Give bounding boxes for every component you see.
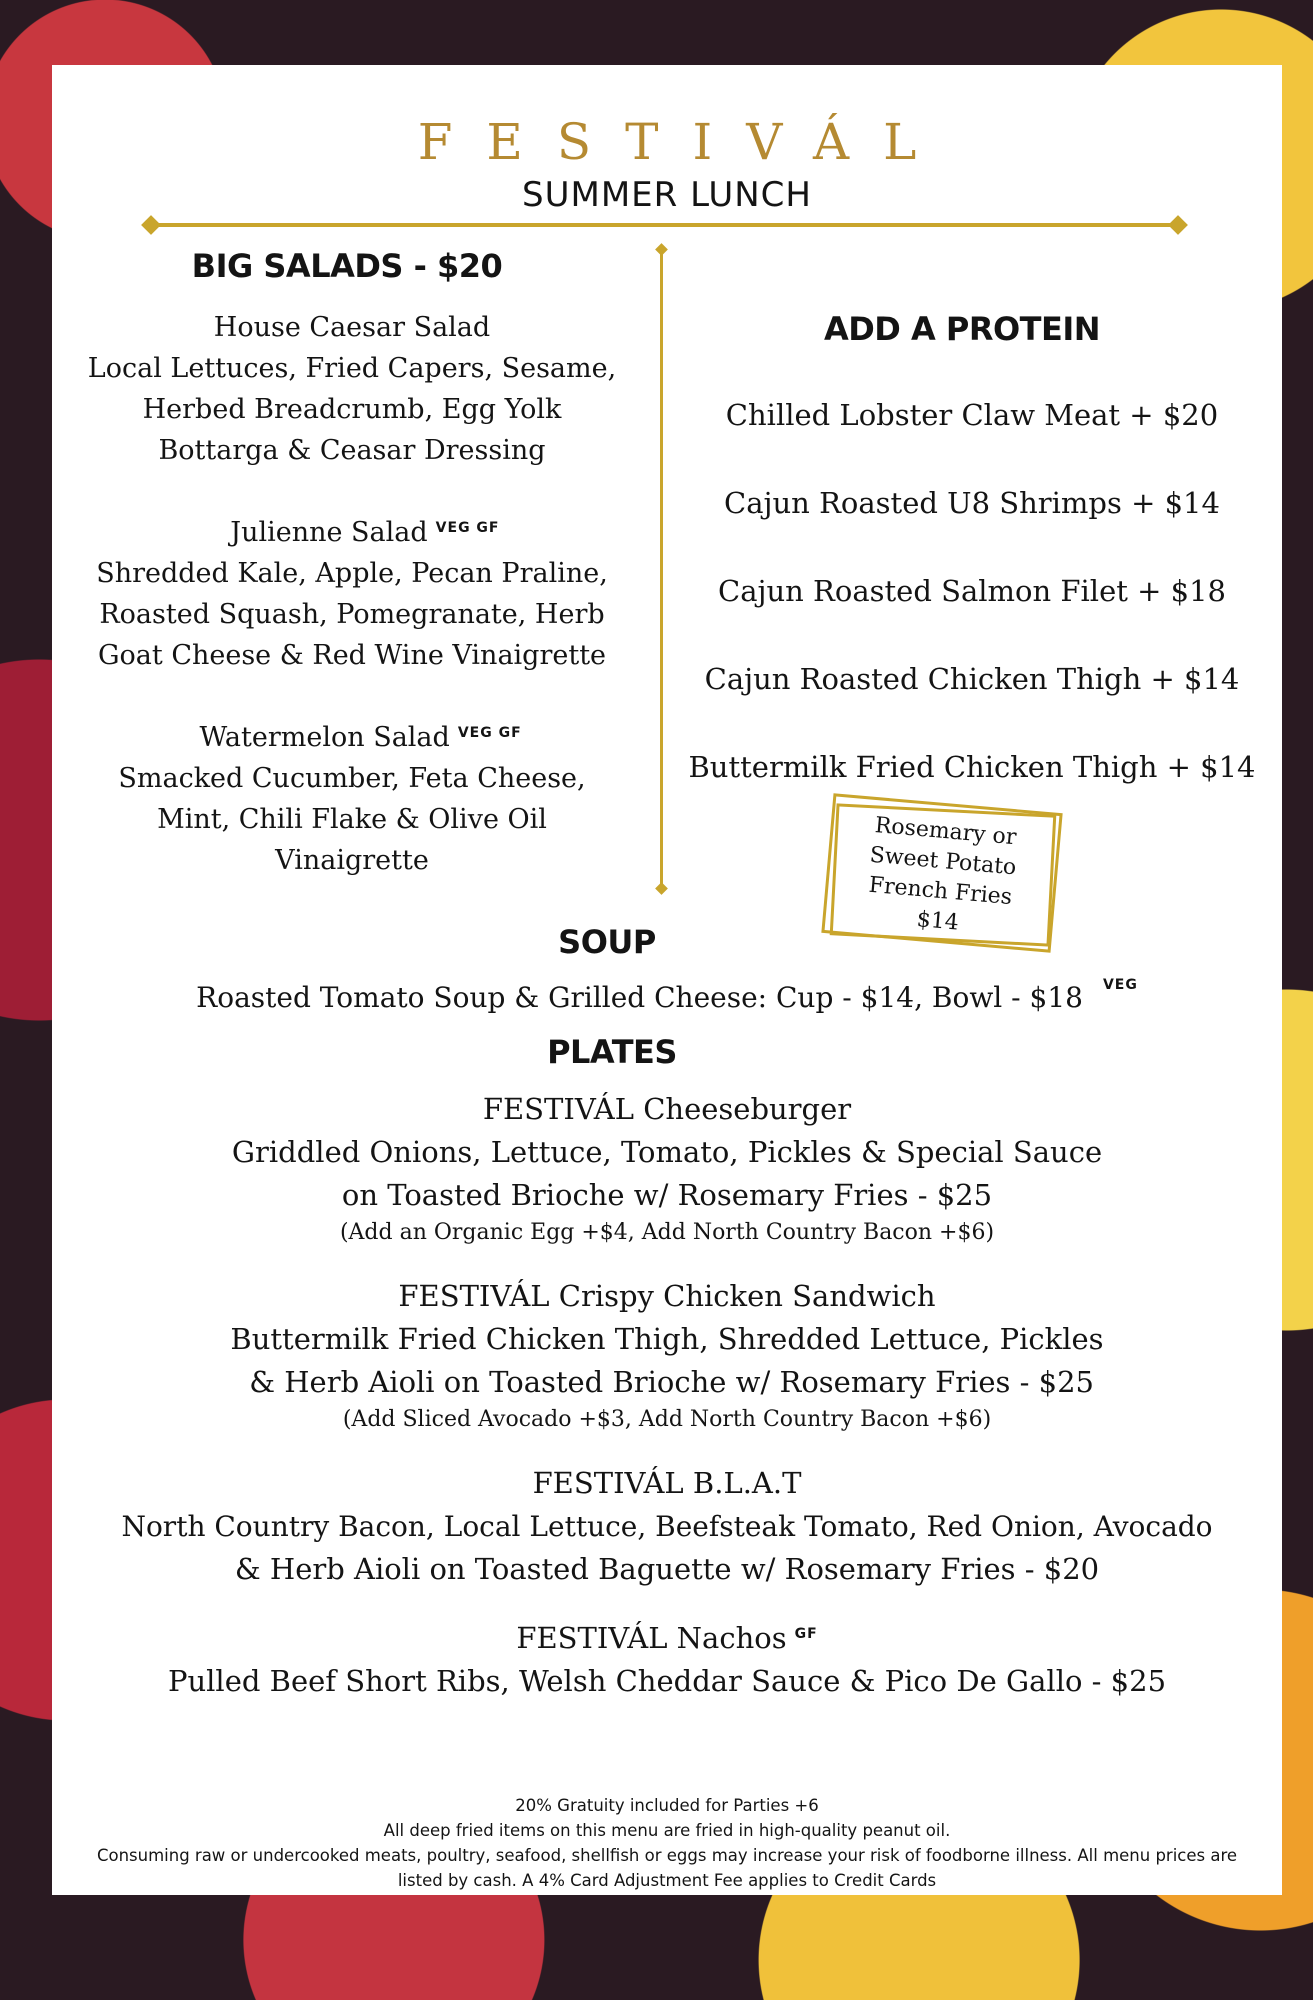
salad-watermelon: [72, 717, 632, 881]
menu-subtitle: SUMMER LUNCH: [522, 175, 812, 215]
salad-julienne: [72, 512, 632, 676]
salad-desc-line: Vinaigrette: [275, 845, 429, 876]
salad-desc-line: Mint, Chili Flake & Olive Oil: [157, 804, 547, 835]
plate-title: FESTIVÁL Crispy Chicken Sandwich: [398, 1279, 936, 1313]
protein-item: Cajun Roasted U8 Shrimps + $14: [724, 486, 1220, 520]
diet-tags: VEG GF: [457, 725, 522, 741]
fries-callout: [827, 803, 1057, 943]
salads-heading: BIG SALADS - $20: [191, 247, 503, 285]
protein-item: Cajun Roasted Salmon Filet + $18: [718, 574, 1226, 608]
plate-addon: (Add an Organic Egg +$4, Add North Country Bacon +$6): [339, 1220, 995, 1245]
plate-desc-line: Pulled Beef Short Ribs, Welsh Cheddar Sauce & Pico De Gallo - $25: [167, 1664, 1167, 1698]
plate-desc-line: & Herb Aioli on Toasted Brioche w/ Rosemary Fries - $25: [240, 1365, 1094, 1399]
salad-desc-line: Shredded Kale, Apple, Pecan Praline,: [96, 558, 608, 589]
protein-item: Cajun Roasted Chicken Thigh + $14: [704, 662, 1240, 696]
plates-heading: PLATES: [547, 1033, 677, 1071]
plate-title: FESTIVÁL Cheeseburger: [482, 1092, 852, 1126]
plate-desc-line: North Country Bacon, Local Lettuce, Beefsteak Tomato, Red Onion, Avocado: [121, 1510, 1213, 1543]
plate-title: FESTIVÁL Nachos $^{GF}$: [516, 1621, 818, 1655]
salad-desc-line: Local Lettuces, Fried Capers, Sesame,: [87, 353, 617, 384]
salad-desc-line: Bottarga & Ceasar Dressing: [158, 435, 546, 466]
plate-item: [52, 1462, 1282, 1591]
soup-line: Roasted Tomato Soup & Grilled Cheese: Cup - $14, Bowl - $18 $^{VEG}$: [196, 977, 1138, 1014]
diet-tags: VEG GF: [435, 520, 500, 536]
plate-addon: (Add Sliced Avocado +$3, Add North Country Bacon +$6): [342, 1407, 992, 1432]
footer-notes: [52, 1793, 1282, 1893]
protein-list: [662, 395, 1282, 835]
salad-caesar: [72, 307, 632, 471]
plate-desc-line: Buttermilk Fried Chicken Thigh, Shredded Lettuce, Pickles: [230, 1322, 1104, 1356]
plate-desc-line: Griddled Onions, Lettuce, Tomato, Pickles & Special Sauce: [231, 1135, 1103, 1169]
salad-name: Watermelon Salad $^{VEG GF}$: [199, 722, 522, 753]
plate-item: [52, 1275, 1282, 1436]
fries-text: Rosemary or Sweet Potato French Fries $14: [867, 813, 1018, 936]
protein-item: Chilled Lobster Claw Meat + $20: [725, 398, 1219, 432]
salad-name: House Caesar Salad: [213, 312, 491, 343]
plate-item: [52, 1088, 1282, 1249]
gold-divider: [152, 223, 1177, 227]
plate-item: [52, 1617, 1282, 1703]
brand-title: FESTIVÁL: [417, 113, 951, 171]
footer-line: All deep fried items on this menu are fried in high-quality peanut oil.: [383, 1821, 951, 1840]
protein-item: Buttermilk Fried Chicken Thigh + $14: [688, 750, 1256, 784]
soup-heading: SOUP: [558, 923, 656, 961]
diet-tags: VEG: [1102, 977, 1138, 993]
salad-name: Julienne Salad $^{VEG GF}$: [230, 517, 500, 548]
salad-desc-line: Herbed Breadcrumb, Egg Yolk: [142, 394, 562, 425]
plate-desc-line: on Toasted Brioche w/ Rosemary Fries - $25: [341, 1178, 993, 1212]
menu-sheet: [52, 65, 1282, 1895]
protein-heading: ADD A PROTEIN: [823, 310, 1101, 348]
salad-desc-line: Goat Cheese & Red Wine Vinaigrette: [97, 640, 607, 671]
plates-list: [52, 1088, 1282, 1729]
footer-line: listed by cash. A 4% Card Adjustment Fee applies to Credit Cards: [397, 1871, 937, 1890]
footer-line: Consuming raw or undercooked meats, poultry, seafood, shellfish or eggs may increase your risk of foodborne illness. All menu prices are: [96, 1846, 1238, 1865]
footer-line: 20% Gratuity included for Parties +6: [515, 1796, 819, 1815]
salad-desc-line: Smacked Cucumber, Feta Cheese,: [118, 763, 586, 794]
diet-tags: GF: [794, 1626, 818, 1642]
plate-title: FESTIVÁL B.L.A.T: [532, 1466, 802, 1500]
salad-desc-line: Roasted Squash, Pomegranate, Herb: [99, 599, 605, 630]
plate-desc-line: & Herb Aioli on Toasted Baguette w/ Rosemary Fries - $20: [234, 1552, 1100, 1586]
diamond-icon: [141, 215, 161, 235]
diamond-icon: [1168, 215, 1188, 235]
